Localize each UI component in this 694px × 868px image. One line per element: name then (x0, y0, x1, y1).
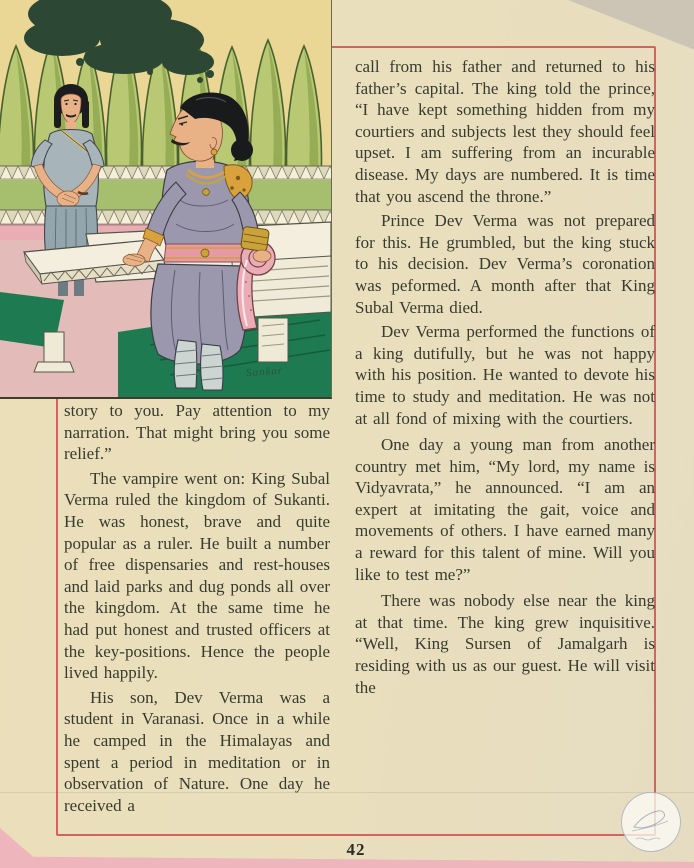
watermark-stamp (621, 792, 681, 852)
artist-signature: Sankar (245, 364, 284, 380)
left-text-column (64, 400, 330, 819)
scan-crease-line (0, 792, 694, 793)
story-paragraph: His son, Dev Verma was a student in Varanasi. Once in a while he camped in the Himalayas and spent a period in meditation or in observation of Nature. One day he received a (64, 687, 330, 815)
garden-scene (0, 0, 331, 397)
story-paragraph: Dev Verma performed the functions of a king dutifully, but he was not happy with his position. He wanted to devote his time to study and meditation. He was not at all fond of mixing with the courtiers. (355, 322, 655, 428)
page-number: 42 (346, 840, 366, 859)
story-paragraph: There was nobody else near the king at that time. The king grew inquisitive. “Well, King Sursen of Jamalgarh is residing with us as our guest. He will visit the (355, 591, 655, 697)
story-illustration (0, 0, 332, 399)
story-paragraph: One day a young man from another country met him, “My lord, my name is Vidyavrata,” he announced. “I am an expert at imitating the gait, voice and movements of others. I have earned many a reward for this talent of mine. Will you like to test me?” (355, 435, 655, 584)
story-paragraph: Prince Dev Verma was not prepared for this. He grumbled, but the king stuck to his decision. Dev Verma’s coronation was peformed. A month after that King Subal Verma died. (355, 211, 655, 317)
story-paragraph: story to you. Pay attention to my narration. That might bring you some relief.” (64, 401, 330, 464)
right-text-column (355, 56, 655, 701)
watermark-sketch (622, 793, 678, 849)
story-paragraph: The vampire went on: King Subal Verma ruled the kingdom of Sukanti. He was honest, brave and quite popular as a ruler. He built a number of free dispensaries and rest-houses and laid parks and dug ponds all over the kingdom. At the same time he had put honest and trusted officers at the key-positions. Hence the people lived happily. (64, 468, 330, 683)
story-paragraph: call from his father and returned to his father’s capital. The king told the prince, “I have kept something hidden from my courtiers and subjects lest they should feel upset. I am suffering from an incurable disease. My days are numbered. It is time that you ascend the throne.” (355, 57, 655, 206)
